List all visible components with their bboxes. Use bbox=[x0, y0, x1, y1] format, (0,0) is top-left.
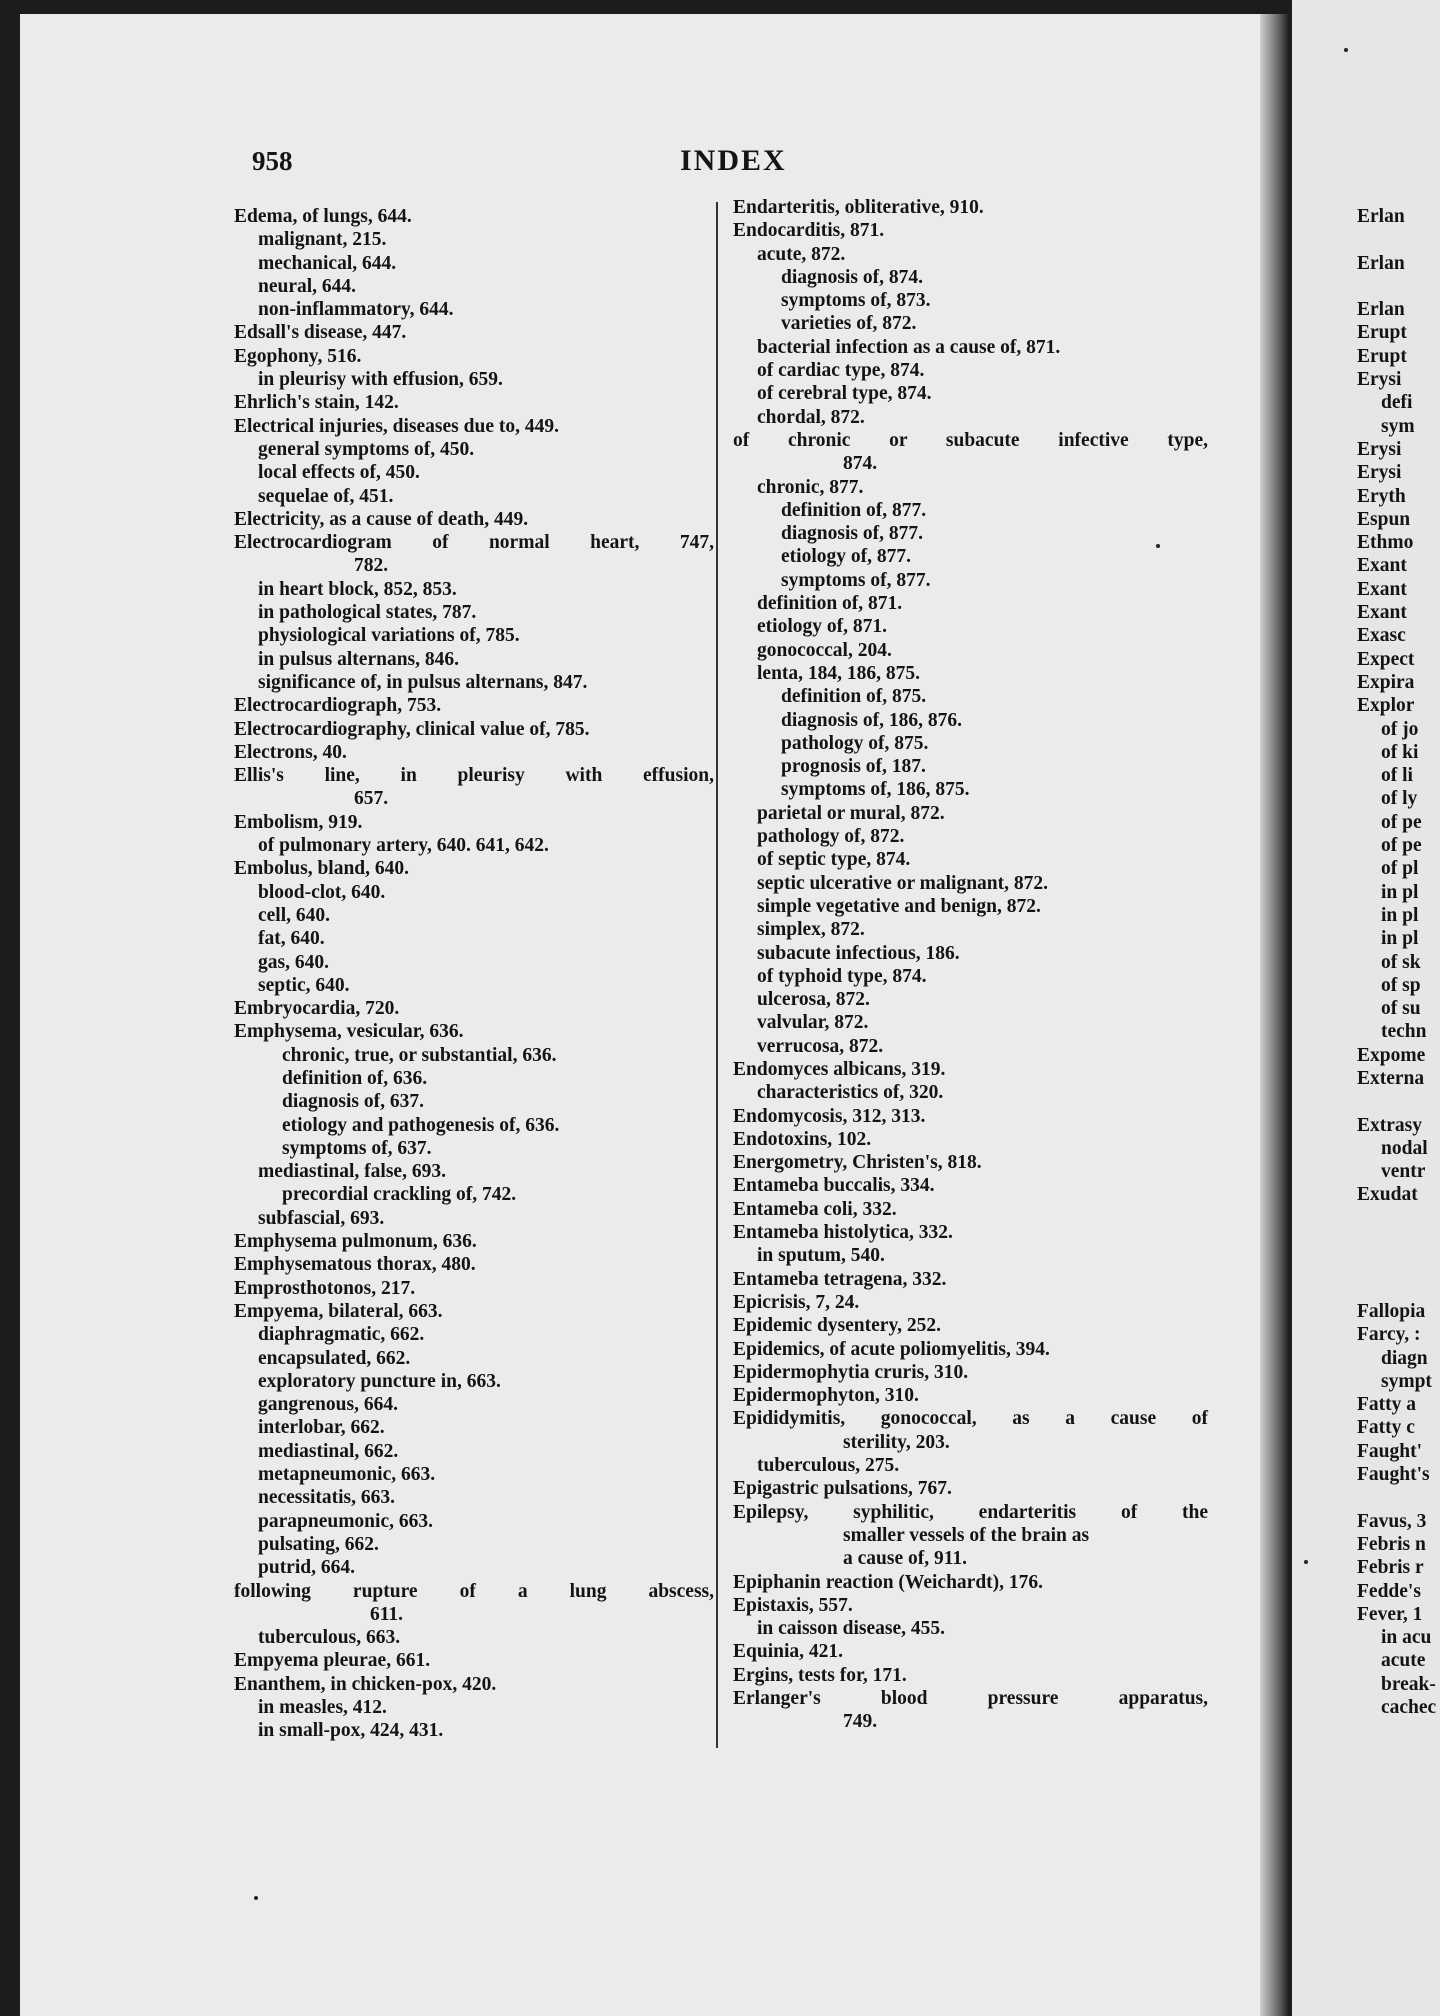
index-entry: Egophony, 516. bbox=[234, 345, 362, 367]
index-entry: Electrocardiograph, 753. bbox=[234, 695, 442, 717]
index-entry-fragment: Exudat bbox=[1357, 1184, 1418, 1206]
index-entry-fragment: sympt bbox=[1381, 1370, 1432, 1392]
index-entry: Epilepsy, syphilitic, endarteritis of the bbox=[733, 1501, 1208, 1523]
index-entry: chordal, 872. bbox=[757, 406, 865, 428]
index-entry: in heart block, 852, 853. bbox=[258, 578, 457, 600]
index-entry: symptoms of, 873. bbox=[781, 290, 931, 312]
index-entry: definition of, 636. bbox=[282, 1067, 428, 1089]
index-entry: sterility, 203. bbox=[843, 1431, 950, 1453]
index-entry: Epicrisis, 7, 24. bbox=[733, 1291, 860, 1313]
index-entry-fragment: of pe bbox=[1381, 811, 1422, 833]
index-entry: Emphysematous thorax, 480. bbox=[234, 1254, 476, 1276]
index-entry-fragment: of ki bbox=[1381, 741, 1419, 763]
index-entry: diagnosis of, 637. bbox=[282, 1091, 424, 1113]
index-entry-fragment: Faught's bbox=[1357, 1464, 1430, 1486]
index-entry: gangrenous, 664. bbox=[258, 1394, 398, 1416]
index-entry-fragment: acute bbox=[1381, 1650, 1426, 1672]
index-entry-fragment: Ethmo bbox=[1357, 532, 1414, 554]
index-entry: cell, 640. bbox=[258, 904, 331, 926]
index-entry: mechanical, 644. bbox=[258, 252, 397, 274]
index-entry: Enanthem, in chicken-pox, 420. bbox=[234, 1673, 497, 1695]
index-entry: Electrical injuries, diseases due to, 449. bbox=[234, 415, 559, 437]
index-entry: Equinia, 421. bbox=[733, 1641, 844, 1663]
index-entry-fragment: Erupt bbox=[1357, 322, 1407, 344]
index-entry: physiological variations of, 785. bbox=[258, 625, 520, 647]
index-entry: lenta, 184, 186, 875. bbox=[757, 662, 921, 684]
index-entry: gas, 640. bbox=[258, 951, 329, 973]
index-entry-fragment: of sk bbox=[1381, 951, 1421, 973]
index-entry: neural, 644. bbox=[258, 275, 357, 297]
index-entry: subfascial, 693. bbox=[258, 1207, 385, 1229]
speck-mark bbox=[254, 1896, 258, 1900]
index-entry: tuberculous, 663. bbox=[258, 1627, 401, 1649]
index-entry-fragment: Erupt bbox=[1357, 345, 1407, 367]
index-entry: of chronic or subacute infective type, bbox=[733, 429, 1208, 451]
index-entry: of septic type, 874. bbox=[757, 849, 911, 871]
index-entry-fragment: in pl bbox=[1381, 881, 1419, 903]
index-entry-fragment: diagn bbox=[1381, 1347, 1428, 1369]
index-entry: subacute infectious, 186. bbox=[757, 942, 960, 964]
index-entry: necessitatis, 663. bbox=[258, 1487, 396, 1509]
index-entry-fragment: of li bbox=[1381, 765, 1413, 787]
index-entry-fragment: Exant bbox=[1357, 602, 1407, 624]
index-entry: in pulsus alternans, 846. bbox=[258, 648, 460, 670]
index-entry: putrid, 664. bbox=[258, 1557, 355, 1579]
index-entry-fragment: Fatty c bbox=[1357, 1417, 1415, 1439]
index-entry: metapneumonic, 663. bbox=[258, 1464, 436, 1486]
index-entry: in pleurisy with effusion, 659. bbox=[258, 369, 503, 391]
book-gutter bbox=[1260, 14, 1290, 2016]
index-entry: Emprosthotonos, 217. bbox=[234, 1277, 416, 1299]
index-entry-fragment: of ly bbox=[1381, 788, 1418, 810]
index-entry: of cardiac type, 874. bbox=[757, 360, 925, 382]
index-entry: pathology of, 875. bbox=[781, 732, 929, 754]
index-entry-fragment: Erysi bbox=[1357, 369, 1402, 391]
index-entry: Epidermophytia cruris, 310. bbox=[733, 1361, 969, 1383]
index-entry: varieties of, 872. bbox=[781, 313, 917, 335]
index-entry: pulsating, 662. bbox=[258, 1533, 379, 1555]
index-entry-fragment: cachec bbox=[1381, 1697, 1437, 1718]
index-entry: gonococcal, 204. bbox=[757, 639, 892, 661]
index-entry: 611. bbox=[370, 1603, 404, 1625]
index-entry: symptoms of, 186, 875. bbox=[781, 779, 970, 801]
index-entry: parapneumonic, 663. bbox=[258, 1510, 433, 1532]
index-entry: simple vegetative and benign, 872. bbox=[757, 895, 1041, 917]
index-entry: definition of, 871. bbox=[757, 593, 903, 615]
index-entry: diaphragmatic, 662. bbox=[258, 1324, 425, 1346]
index-entry: Epidemics, of acute poliomyelitis, 394. bbox=[733, 1338, 1050, 1360]
index-entry: Ergins, tests for, 171. bbox=[733, 1664, 907, 1686]
index-entry-fragment: Fedde's bbox=[1357, 1580, 1421, 1602]
index-entry: diagnosis of, 874. bbox=[781, 266, 923, 288]
index-entry: malignant, 215. bbox=[258, 229, 387, 251]
index-entry-fragment: Espun bbox=[1357, 508, 1411, 530]
index-entry: Entameba buccalis, 334. bbox=[733, 1175, 935, 1197]
index-entry-fragment bbox=[1357, 1207, 1440, 1230]
index-entry: fat, 640. bbox=[258, 928, 325, 950]
index-entry: acute, 872. bbox=[757, 243, 846, 265]
index-entry-fragment: Fever, 1 bbox=[1357, 1603, 1423, 1625]
index-entry: general symptoms of, 450. bbox=[258, 438, 475, 460]
index-entry: 749. bbox=[843, 1711, 878, 1733]
index-entry: etiology of, 877. bbox=[781, 546, 911, 568]
index-entry-fragment bbox=[1357, 1486, 1440, 1509]
index-entry-fragment: Erlan bbox=[1357, 206, 1405, 227]
index-entry-fragment bbox=[1357, 1230, 1440, 1253]
index-entry: interlobar, 662. bbox=[258, 1417, 385, 1439]
index-entry: verrucosa, 872. bbox=[757, 1035, 884, 1057]
index-entry: diagnosis of, 186, 876. bbox=[781, 709, 962, 731]
index-entry-fragment: in pl bbox=[1381, 928, 1419, 950]
index-entry: in caisson disease, 455. bbox=[757, 1618, 945, 1640]
index-entry-fragment: Faught' bbox=[1357, 1440, 1423, 1462]
index-entry: Energometry, Christen's, 818. bbox=[733, 1152, 982, 1174]
index-entry: Electrons, 40. bbox=[234, 741, 347, 763]
index-entry-fragment: in pl bbox=[1381, 904, 1419, 926]
index-entry: of typhoid type, 874. bbox=[757, 965, 927, 987]
index-entry-fragment: Exant bbox=[1357, 578, 1407, 600]
page-number: 958 bbox=[252, 146, 293, 176]
index-entry-fragment: nodal bbox=[1381, 1137, 1428, 1159]
index-entry: of pulmonary artery, 640. 641, 642. bbox=[258, 835, 549, 857]
index-entry-fragment: Erlan bbox=[1357, 299, 1405, 321]
index-entry: in measles, 412. bbox=[258, 1697, 387, 1718]
index-entry: simplex, 872. bbox=[757, 919, 865, 941]
index-entry-fragment bbox=[1357, 275, 1440, 298]
index-entry: Epididymitis, gonococcal, as a cause of bbox=[733, 1408, 1208, 1430]
index-entry-fragment: Febris r bbox=[1357, 1557, 1424, 1579]
index-entry: Emphysema, vesicular, 636. bbox=[234, 1021, 464, 1043]
index-entry: blood-clot, 640. bbox=[258, 881, 386, 903]
index-entry: Embryocardia, 720. bbox=[234, 998, 400, 1020]
index-entry-fragment bbox=[1357, 1277, 1440, 1300]
index-entry: symptoms of, 637. bbox=[282, 1137, 432, 1159]
index-entry-fragment: Expect bbox=[1357, 648, 1415, 670]
index-entry: significance of, in pulsus alternans, 847. bbox=[258, 671, 588, 693]
index-entry: Endotoxins, 102. bbox=[733, 1128, 872, 1150]
index-entry: Endomycosis, 312, 313. bbox=[733, 1105, 926, 1127]
index-entry: Electrocardiogram of normal heart, 747, bbox=[234, 532, 714, 554]
index-entry: tuberculous, 275. bbox=[757, 1455, 900, 1477]
index-entry: in pathological states, 787. bbox=[258, 602, 477, 624]
index-entry-fragment: in acu bbox=[1381, 1627, 1432, 1649]
index-entry: encapsulated, 662. bbox=[258, 1347, 411, 1369]
index-entry: Embolism, 919. bbox=[234, 811, 363, 833]
index-entry: Entameba tetragena, 332. bbox=[733, 1268, 947, 1290]
index-entry: in small-pox, 424, 431. bbox=[258, 1720, 444, 1742]
index-entry-fragment: Exant bbox=[1357, 555, 1407, 577]
column-divider bbox=[716, 202, 718, 1748]
index-entry: 782. bbox=[354, 555, 389, 577]
index-entry-fragment: techn bbox=[1381, 1021, 1427, 1043]
index-entry: pathology of, 872. bbox=[757, 826, 905, 848]
index-entry-fragment: ventr bbox=[1381, 1161, 1426, 1183]
index-entry: Edsall's disease, 447. bbox=[234, 322, 407, 344]
index-entry: Epigastric pulsations, 767. bbox=[733, 1478, 952, 1500]
index-entry: Electricity, as a cause of death, 449. bbox=[234, 508, 529, 530]
index-entry-fragment: of pl bbox=[1381, 858, 1419, 880]
index-entry: mediastinal, false, 693. bbox=[258, 1161, 446, 1183]
index-entry-fragment: Explor bbox=[1357, 695, 1415, 717]
index-entry-fragment: of jo bbox=[1381, 718, 1419, 740]
index-entry: in sputum, 540. bbox=[757, 1245, 885, 1267]
index-entry: Empyema, bilateral, 663. bbox=[234, 1300, 443, 1322]
index-entry: sequelae of, 451. bbox=[258, 485, 394, 507]
index-column-middle bbox=[733, 196, 1208, 1734]
index-entry: characteristics of, 320. bbox=[757, 1082, 944, 1104]
index-entry-fragment: break- bbox=[1381, 1673, 1436, 1695]
index-entry: septic ulcerative or malignant, 872. bbox=[757, 872, 1049, 894]
index-entry: a cause of, 911. bbox=[843, 1548, 968, 1570]
index-entry: Entameba coli, 332. bbox=[733, 1198, 897, 1220]
index-entry-fragment: Eryth bbox=[1357, 485, 1406, 507]
index-entry-fragment: Exasc bbox=[1357, 625, 1406, 647]
index-entry: Epistaxis, 557. bbox=[733, 1594, 853, 1616]
index-entry-fragment: sym bbox=[1381, 415, 1415, 437]
index-entry-fragment: Febris n bbox=[1357, 1533, 1426, 1555]
index-entry: symptoms of, 877. bbox=[781, 569, 931, 591]
index-entry-fragment: Expome bbox=[1357, 1044, 1426, 1066]
index-entry: Emphysema pulmonum, 636. bbox=[234, 1231, 477, 1253]
index-entry: Endocarditis, 871. bbox=[733, 220, 885, 242]
index-entry: parietal or mural, 872. bbox=[757, 802, 945, 824]
speck-mark bbox=[1156, 544, 1160, 548]
index-entry: Ehrlich's stain, 142. bbox=[234, 392, 399, 414]
index-entry-fragment: of pe bbox=[1381, 835, 1422, 857]
index-entry: chronic, 877. bbox=[757, 476, 864, 498]
index-entry: local effects of, 450. bbox=[258, 462, 420, 484]
index-entry: non-inflammatory, 644. bbox=[258, 299, 454, 321]
index-entry-fragment: Extrasy bbox=[1357, 1114, 1422, 1136]
index-column-left bbox=[234, 205, 714, 1743]
index-entry-fragment: Favus, 3 bbox=[1357, 1510, 1427, 1532]
index-entry: 874. bbox=[843, 453, 878, 475]
index-entry: 657. bbox=[354, 788, 389, 810]
index-entry: Epidemic dysentery, 252. bbox=[733, 1315, 941, 1337]
index-entry: diagnosis of, 877. bbox=[781, 523, 923, 545]
index-entry: Electrocardiography, clinical value of, 785. bbox=[234, 718, 590, 740]
index-entry: Ellis's line, in pleurisy with effusion, bbox=[234, 765, 714, 787]
speck-mark bbox=[1304, 1560, 1308, 1564]
index-entry: etiology of, 871. bbox=[757, 616, 887, 638]
index-entry: of cerebral type, 874. bbox=[757, 383, 932, 405]
index-entry: bacterial infection as a cause of, 871. bbox=[757, 336, 1061, 358]
speck-mark bbox=[1344, 48, 1348, 52]
index-entry: prognosis of, 187. bbox=[781, 756, 926, 778]
index-entry: precordial crackling of, 742. bbox=[282, 1184, 517, 1206]
index-entry-fragment bbox=[1357, 1253, 1440, 1276]
index-entry: ulcerosa, 872. bbox=[757, 989, 870, 1011]
index-entry-fragment: defi bbox=[1381, 392, 1413, 414]
index-entry-fragment: of sp bbox=[1381, 974, 1421, 996]
index-entry: Empyema pleurae, 661. bbox=[234, 1650, 431, 1672]
index-entry: Epiphanin reaction (Weichardt), 176. bbox=[733, 1571, 1044, 1593]
index-entry-fragment: Fatty a bbox=[1357, 1394, 1417, 1416]
index-entry-fragment bbox=[1357, 228, 1440, 251]
index-entry: definition of, 877. bbox=[781, 499, 927, 521]
index-entry: Endomyces albicans, 319. bbox=[733, 1058, 946, 1080]
index-entry: mediastinal, 662. bbox=[258, 1440, 399, 1462]
index-entry: Edema, of lungs, 644. bbox=[234, 206, 412, 227]
index-entry: exploratory puncture in, 663. bbox=[258, 1370, 501, 1392]
index-entry-fragment: Farcy, : bbox=[1357, 1324, 1421, 1346]
index-entry: septic, 640. bbox=[258, 974, 350, 996]
index-entry: Endarteritis, obliterative, 910. bbox=[733, 197, 984, 218]
index-entry: valvular, 872. bbox=[757, 1012, 869, 1034]
index-entry-fragment: Fallopia bbox=[1357, 1300, 1426, 1322]
index-entry: chronic, true, or substantial, 636. bbox=[282, 1044, 557, 1066]
index-entry-fragment: Expira bbox=[1357, 671, 1415, 693]
index-entry: Entameba histolytica, 332. bbox=[733, 1222, 953, 1244]
index-entry: Epidermophyton, 310. bbox=[733, 1385, 919, 1407]
index-entry-fragment: Externa bbox=[1357, 1067, 1425, 1089]
index-entry-fragment: Erlan bbox=[1357, 252, 1405, 274]
index-column-right-partial bbox=[1357, 205, 1440, 1719]
index-entry: Erlanger's blood pressure apparatus, bbox=[733, 1688, 1208, 1709]
index-entry-fragment bbox=[1357, 1090, 1440, 1113]
index-entry-fragment: Erysi bbox=[1357, 462, 1402, 484]
index-entry-fragment: of su bbox=[1381, 998, 1421, 1020]
index-entry: Embolus, bland, 640. bbox=[234, 858, 410, 880]
page-title: INDEX bbox=[680, 144, 787, 177]
index-entry: etiology and pathogenesis of, 636. bbox=[282, 1114, 560, 1136]
index-entry: definition of, 875. bbox=[781, 686, 927, 708]
index-entry: following rupture of a lung abscess, bbox=[234, 1580, 714, 1602]
index-entry: smaller vessels of the brain as bbox=[843, 1524, 1090, 1546]
index-entry-fragment: Erysi bbox=[1357, 438, 1402, 460]
